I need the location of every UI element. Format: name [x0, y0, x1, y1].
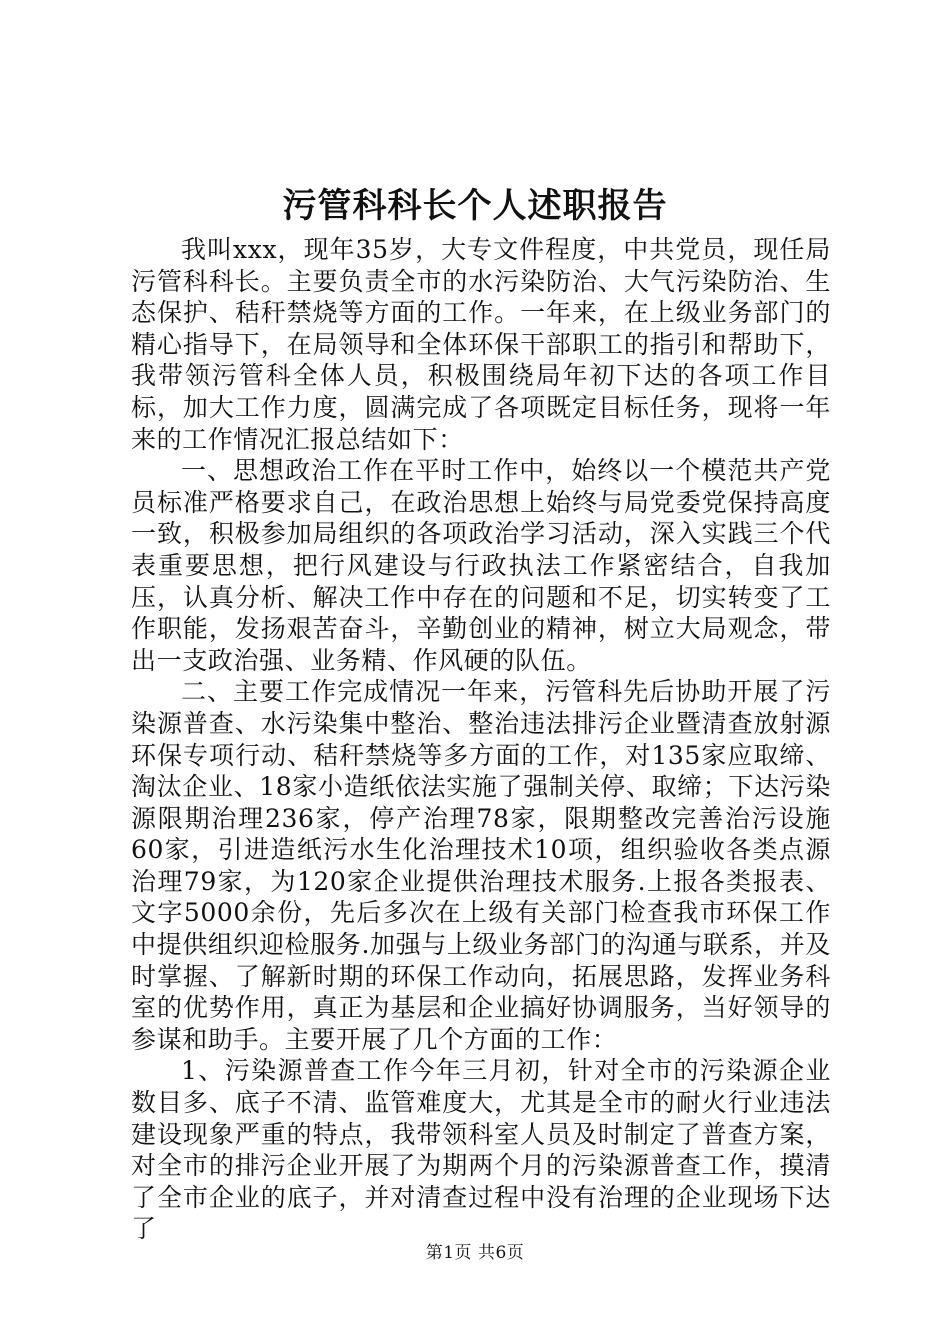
paragraph-political-work: 一、思想政治工作在平时工作中，始终以一个模范共产党员标准严格要求自己，在政治思想上始终与局党委党保持高度一致，积极参加局组织的各项政治学习活动，深入实践三个代表重要思想，把行风建设与行政执法工作紧密结合，自我加压，认真分析、解决工作中存在的问题和不足，切实转变了工作职能，发扬艰苦奋斗，辛勤创业的精神，树立大局观念，带出一支政治强、业务精、作风硬的队伍。 [131, 456, 831, 675]
document-title: 污管科科长个人述职报告 [282, 186, 668, 226]
paragraph-intro: 我叫xxx，现年35岁，大专文件程度，中共党员，现任局污管科科长。主要负责全市的水污染防治、大气污染防治、生态保护、秸秆禁烧等方面的工作。一年来，在上级业务部门的精心指导下，在局领导和全体环保干部职工的指引和帮助下，我带领污管科全体人员，积极围绕局年初下达的各项工作目标，加大工作力度，圆满完成了各项既定目标任务，现将一年来的工作情况汇报总结如下： [131, 235, 831, 454]
paragraph-main-work: 二、主要工作完成情况一年来，污管科先后协助开展了污染源普查、水污染集中整治、整治违法排污企业暨清查放射源环保专项行动、秸秆禁烧等多方面的工作，对135家应取缔、淘汰企业、18家小造纸依法实施了强制关停、取缔；下达污染源限期治理236家，停产治理78家，限期整改完善治污设施60家，引进造纸污水生化治理技术10项，组织验收各类点源治理79家，为120家企业提供治理技术服务.上报各类报表、文字5000余份，先后多次在上级有关部门检查我市环保工作中提供组织迎检服务.加强与上级业务部门的沟通与联系，并及时掌握、了解新时期的环保工作动向，拓展思路，发挥业务科室的优势作用，真正为基层和企业搞好协调服务，当好领导的参谋和助手。主要开展了几个方面的工作： [131, 677, 831, 1054]
paragraph-pollution-census: 1、污染源普查工作今年三月初，针对全市的污染源企业数目多、底子不清、监管难度大，尤其是全市的耐火行业违法建设现象严重的特点，我带领科室人员及时制定了普查方案，对全市的排污企业开展了为期两个月的污染源普查工作，摸清了全市企业的底子，并对清查过程中没有治理的企业现场下达了 [131, 1056, 831, 1244]
document-body [131, 234, 831, 1245]
page-number-footer: 第1页 共6页 [425, 1243, 525, 1263]
